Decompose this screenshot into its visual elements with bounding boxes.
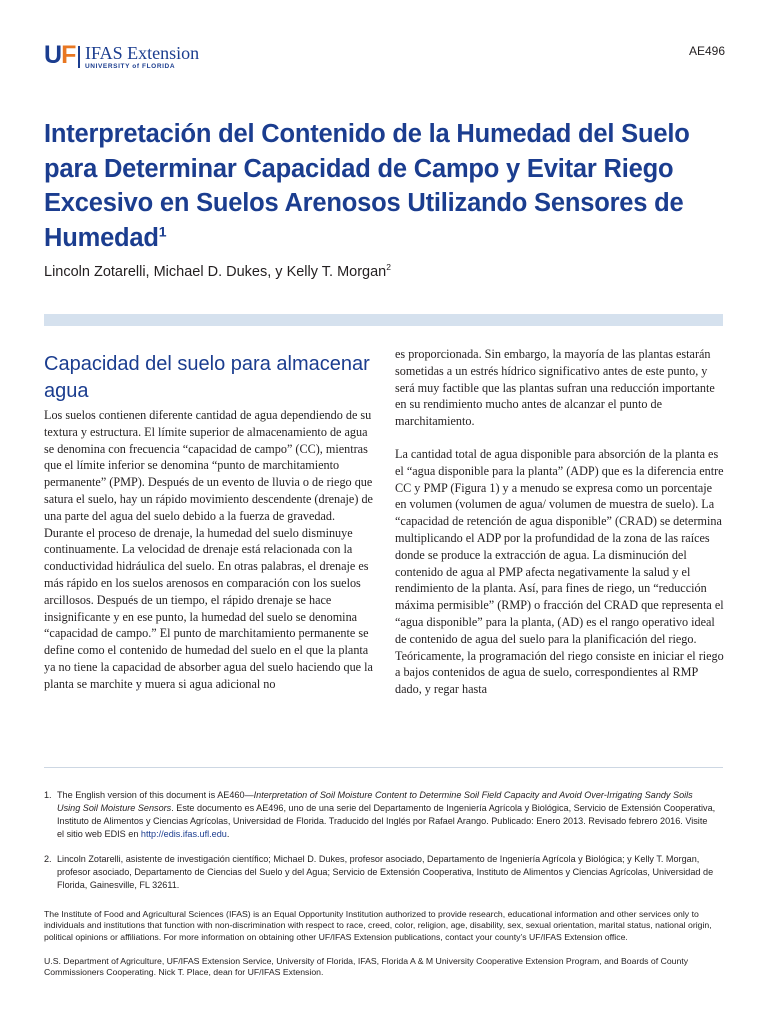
logo-subtitle: UNIVERSITY of FLORIDA	[85, 63, 176, 70]
uf-monogram: UF	[44, 41, 76, 69]
title-footnote-mark: 1	[158, 223, 167, 239]
document-title	[44, 117, 724, 255]
logo-separator	[78, 46, 80, 68]
authors-text: Lincoln Zotarelli, Michael D. Dukes, y Kelly T. Morgan	[44, 263, 387, 280]
section-heading: Capacidad del suelo para almacenar agua	[44, 353, 370, 402]
footnote-2-body: Lincoln Zotarelli, asistente de investigación científico; Michael D. Dukes, profesor asociado, Departamento de Ingeniería Agrícola y Biológica; y Kelly T. Morgan, profesor asociado, Departamento de Ciencias del Suelo y del Agua; Servicio de Extensión Cooperativa, Instituto de Alimentos y Ciencias Agrícolas, Universidad de Florida, Gainesville, FL 32611.	[57, 854, 714, 890]
equal-opportunity-statement: The Institute of Food and Agricultural Sciences (IFAS) is an Equal Opportunity Institution authorized to provide research, educational information and other services only to individuals and institutions that function with non-discrimination with respect to race, creed, color, religion, age, disability, sex, sexual orientation, marital status, national origin, political opinions or affiliations. For more information on obtaining other UF/IFAS Extension publications, contact your county’s UF/IFAS Extension office.	[44, 909, 712, 942]
logo-name: IFAS Extension	[85, 43, 200, 63]
right-paragraph-1: es proporcionada. Sin embargo, la mayoría de las plantas estarán sometidas a un estrés hídrico significativo antes de este punto, y será muy factible que las plantas sufran una reducción importante en su rendimiento mucho antes de alcanzar el punto de marchitamiento.	[395, 347, 715, 429]
footnote-1	[44, 789, 716, 841]
left-paragraph: Los suelos contienen diferente cantidad de agua dependiendo de su textura y estructura. El límite superior de almacenamiento de agua se denomina con frecuencia “capacidad de campo” (CC), mientras que el límite inferior se denomina “punto de marchitamiento permanente” (PMP). Después de un evento de lluvia o de riego que satura el suelo, hay un rápido movimiento descendente (drenaje) de una parte del agua del suelo debido a la fuerza de gravedad. Durante el proceso de drenaje, la humedad del suelo disminuye continuamente. La velocidad de drenaje está relacionada con la conductividad hidráulica del suelo. En otras palabras, el drenaje es más rápido en los suelos arenosos en comparación con los suelos arcillosos. Después de un tiempo, el rápido drenaje se hace insignificante y en ese punto, la humedad del suelo se denomina “capacidad de campo.” El punto de marchitamiento permanente se define como el contenido de humedad del suelo en el que la planta ya no tiene la capacidad de absorber agua del suelo haciendo que la planta se marchite y muera si agua adicional no	[44, 408, 373, 691]
usda-statement: U.S. Department of Agriculture, UF/IFAS Extension Service, University of Florida, IFAS, Florida A & M University Cooperative Extension Program, and Boards of County Commissioners Cooperating. Nick T. Place, dean for UF/IFAS Extension.	[44, 956, 689, 978]
header-divider	[44, 314, 723, 326]
footnote-2	[44, 853, 716, 892]
footnote-2-number: 2.	[44, 854, 52, 864]
authors-footnote-mark: 2	[386, 262, 391, 272]
left-column	[44, 351, 374, 693]
english-version-title: Interpretation of Soil Moisture Content to Determine Soil Field Capacity and Avoid Over-Irrigating Sandy Soils Using Soil Moisture Sensors	[57, 790, 693, 813]
footnote-1-number: 1.	[44, 790, 52, 800]
title-text: Interpretación del Contenido de la Humedad del Suelo para Determinar Capacidad de Campo y Evitar Riego Excesivo en Suelos Arenosos Utilizando Sensores de Humedad	[44, 120, 690, 252]
right-paragraph-2: La cantidad total de agua disponible para absorción de la planta es el “agua disponible para la planta” (ADP) que es la diferencia entre CC y PMP (Figura 1) y a menudo se expresa como un porcentaje en volumen (volumen de agua/ volumen de muestra de suelo). La “capacidad de retención de agua disponible” (CRAD) se determina multiplicando el ADP por la profundidad de la zona de las raíces donde se produce la extracción de agua. La disminución del contenido de agua al PMP afecta negativamente la salud y el rendimiento de la planta. Así, para fines de riego, un “reducción máxima permisible” (RMP) o fracción del CRAD que representa el “agua disponible” para la planta, (AD) es el rango operativo ideal de contenido de agua del suelo para la planificación del riego. Teóricamente, la programación del riego consiste en iniciar el riego a bajos contenidos de agua de suelo, correspondientes al RMP dado, y regar hasta	[395, 446, 724, 697]
footnote-rule	[44, 767, 723, 768]
authors-line	[44, 262, 391, 280]
footnote-1-body: The English version of this document is AE460—Interpretation of Soil Moisture Content to Determine Soil Field Capacity and Avoid Over-Irrigating Sandy Soils Using Soil Moisture Sensors. Este documento es AE496, uno de una serie del Departamento de Ingeniería Agrícola y Biológica, Servicio de Extensión Cooperativa, Instituto de Alimentos y Ciencias Agrícolas, Universidad de Florida. Traducido del Inglés por Rafael Arango. Publicado: Enero 2013. Revisado febrero 2016. Visite el sitio web EDIS en http://edis.ifas.ufl.edu.	[57, 790, 716, 839]
publication-number: AE496	[688, 44, 725, 58]
edis-link[interactable]: http://edis.ifas.ufl.edu	[140, 829, 227, 839]
right-column	[395, 346, 725, 698]
